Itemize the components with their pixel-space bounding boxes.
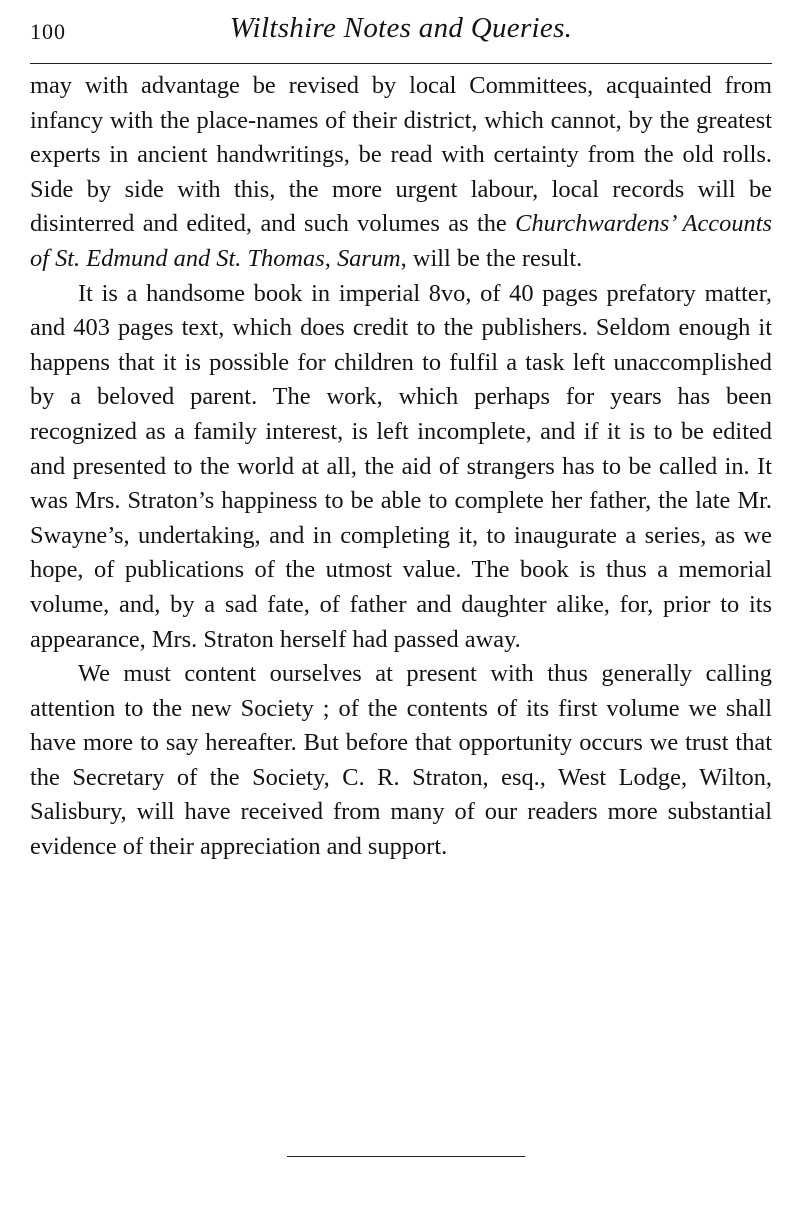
page-number: 100: [30, 19, 66, 44]
header-rule: [30, 63, 772, 64]
article-body: [30, 69, 772, 865]
running-head: [30, 10, 772, 46]
journal-title: Wiltshire Notes and Queries.: [229, 12, 573, 44]
closing-rule: [287, 1156, 525, 1157]
paragraph-1-text-a: may with advantage be revised by local Committees, acquainted from infancy with the place-names of their district, which cannot, by the greatest experts in ancient handwritings, be read with certainty from the old rolls. Side by side with this, the more urgent labour, local records will be disinterred and edited, and such volumes as the: [30, 72, 772, 238]
paragraph-1-text-b: , will be the result.: [400, 244, 583, 272]
paragraph-1: [30, 69, 772, 277]
italic-title-churchwardens-accounts: Churchwardens’ Accounts of St. Edmund and St. Thomas: [30, 210, 772, 272]
italic-place-sarum: Sarum: [336, 244, 401, 272]
document-page: [30, 0, 772, 1209]
paragraph-3: [30, 657, 772, 865]
paragraph-3-text: We must content ourselves at present with thus generally calling attention to the new Society ; of the contents of its first volume we shall have more to say hereafter. But before that opportunity occurs we trust that the Secretary of the Society, C. R. Straton, esq., West Lodge, Wilton, Salisbury, will have received from many of our readers more substantial evidence of their appreciation and support.: [30, 660, 772, 861]
paragraph-2-text: It is a handsome book in imperial 8vo, of 40 pages prefatory matter, and 403 pages text, which does credit to the publishers. Seldom enough it happens that it is possible for children to fulfil a task left unaccomplished by a beloved parent. The work, which perhaps for years has been recognized as a family interest, is left incomplete, and if it is to be edited and presented to the world at all, the aid of strangers has to be called in. It was Mrs. Straton’s happiness to be able to complete her father, the late Mr. Swayne’s, undertaking, and in completing it, to inaugurate a series, as we hope, of publications of the utmost value. The book is thus a memorial volume, and, by a sad fate, of father and daughter alike, for, prior to its appearance, Mrs. Straton herself had passed away.: [30, 279, 772, 653]
paragraph-1-comma: ,: [324, 244, 337, 272]
paragraph-2: [30, 277, 772, 658]
